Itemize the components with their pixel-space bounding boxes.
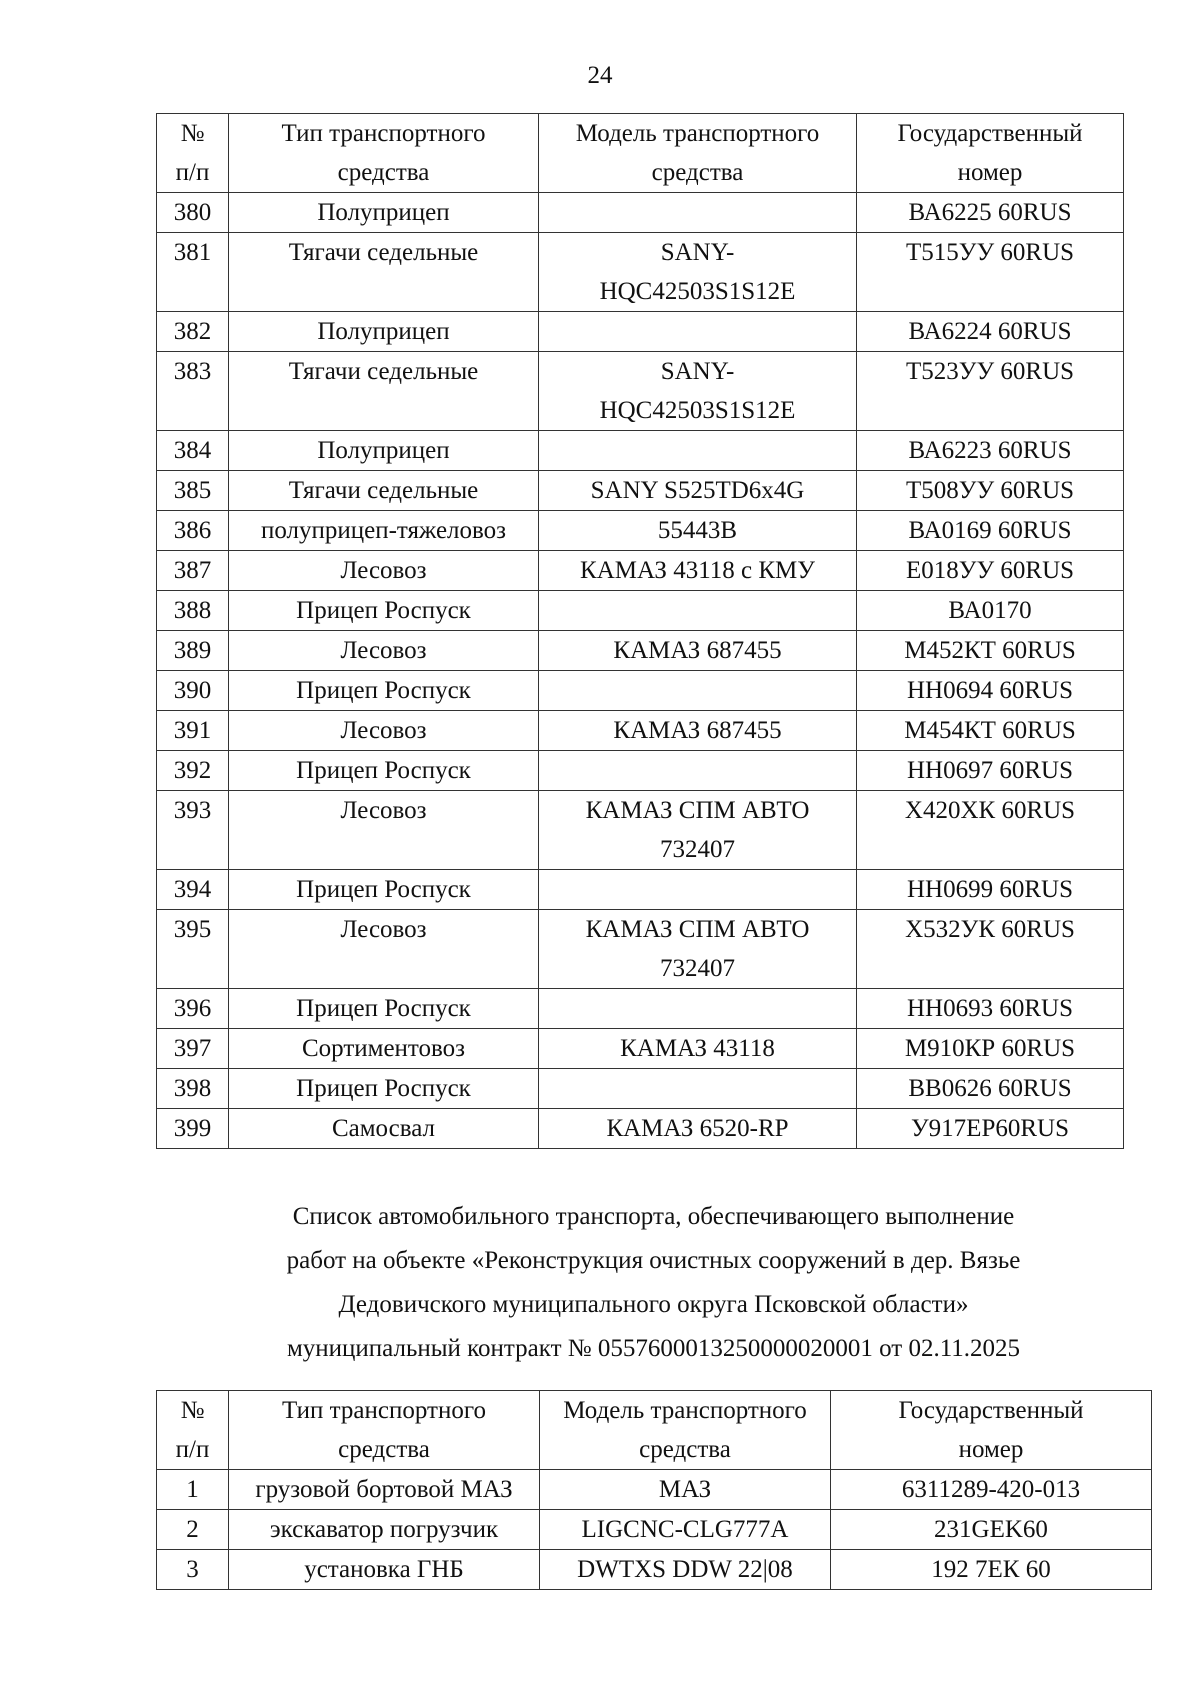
header-vehicle-type: [229, 1391, 540, 1470]
table-row: [157, 193, 1124, 233]
cell-vehicle-type: Лесовоз: [229, 791, 539, 870]
cell-number: 395: [157, 910, 229, 989]
cell-plate: М910КР 60RUS: [857, 1029, 1124, 1069]
cell-line: КАМАЗ 43118 с КМУ: [580, 557, 815, 584]
cell-vehicle-model: [539, 1109, 857, 1149]
cell-vehicle-type: Прицеп Роспуск: [229, 591, 539, 631]
cell-number: 1: [157, 1470, 229, 1510]
table-row: [157, 1510, 1152, 1550]
cell-plate: М454КТ 60RUS: [857, 711, 1124, 751]
table-row: [157, 511, 1124, 551]
cell-line: МАЗ: [658, 1476, 712, 1503]
cell-vehicle-model: [539, 631, 857, 671]
cell-plate: НН0697 60RUS: [857, 751, 1124, 791]
table-row: [157, 471, 1124, 511]
cell-vehicle-model: [539, 989, 857, 1029]
cell-vehicle-model: [539, 1029, 857, 1069]
header-vehicle-type: [229, 114, 539, 193]
cell-plate: Т515УУ 60RUS: [857, 233, 1124, 312]
cell-line: средства: [338, 1436, 430, 1463]
header-vehicle-model: [540, 1391, 831, 1470]
cell-line: п/п: [175, 1436, 210, 1463]
cell-plate: 6311289-420-013: [831, 1470, 1152, 1510]
cell-vehicle-type: Полуприцеп: [229, 312, 539, 352]
cell-plate: Х532УК 60RUS: [857, 910, 1124, 989]
table-body: [157, 193, 1124, 1149]
cell-vehicle-type: Лесовоз: [229, 711, 539, 751]
cell-vehicle-model: [539, 431, 857, 471]
cell-number: 392: [157, 751, 229, 791]
cell-line: номер: [957, 159, 1023, 186]
cell-vehicle-model: [539, 312, 857, 352]
cell-plate: Т523УУ 60RUS: [857, 352, 1124, 431]
table-row: [157, 751, 1124, 791]
table-row: [157, 1550, 1152, 1590]
cell-vehicle-type: Прицеп Роспуск: [229, 870, 539, 910]
cell-number: 397: [157, 1029, 229, 1069]
cell-line: номер: [958, 1436, 1024, 1463]
cell-vehicle-model: [539, 711, 857, 751]
cell-line: п/п: [175, 159, 210, 186]
table-row: [157, 870, 1124, 910]
cell-line: Модель транспортного: [563, 1397, 807, 1424]
cell-vehicle-model: [539, 193, 857, 233]
cell-vehicle-type: Сортиментовоз: [229, 1029, 539, 1069]
cell-line: SANY S525TD6x4G: [590, 477, 805, 504]
cell-vehicle-model: [539, 511, 857, 551]
cell-vehicle-type: Самосвал: [229, 1109, 539, 1149]
cell-number: 398: [157, 1069, 229, 1109]
table-header-row: [157, 114, 1124, 193]
cell-plate: ВА0169 60RUS: [857, 511, 1124, 551]
page-number: 24: [587, 62, 613, 89]
cell-line: LIGCNC-CLG777A: [581, 1516, 789, 1543]
cell-vehicle-model: [540, 1550, 831, 1590]
cell-vehicle-model: [539, 910, 857, 989]
cell-line: Государственный: [898, 1397, 1084, 1424]
cell-number: 385: [157, 471, 229, 511]
cell-vehicle-model: [539, 751, 857, 791]
cell-line: Тип транспортного: [282, 1397, 486, 1424]
cell-line: КАМАЗ 6520-RP: [606, 1115, 789, 1142]
cell-line: SANY-: [660, 239, 735, 266]
cell-number: 396: [157, 989, 229, 1029]
cell-number: 382: [157, 312, 229, 352]
cell-line: №: [180, 1397, 205, 1424]
cell-number: 390: [157, 671, 229, 711]
table-row: [157, 1109, 1124, 1149]
cell-plate: У917ЕР60RUS: [857, 1109, 1124, 1149]
vehicle-table-main: [156, 113, 1124, 1149]
cell-number: 399: [157, 1109, 229, 1149]
cell-vehicle-type: полуприцеп-тяжеловоз: [229, 511, 539, 551]
cell-number: 3: [157, 1550, 229, 1590]
table-row: [157, 1470, 1152, 1510]
cell-number: 386: [157, 511, 229, 551]
header-plate: [831, 1391, 1152, 1470]
cell-number: 380: [157, 193, 229, 233]
cell-plate: Т508УУ 60RUS: [857, 471, 1124, 511]
cell-vehicle-type: Тягачи седельные: [229, 233, 539, 312]
table-row: [157, 631, 1124, 671]
cell-line: №: [180, 120, 205, 147]
table-row: [157, 910, 1124, 989]
cell-line: DWTXS DDW 22|08: [577, 1556, 793, 1583]
cell-plate: ВА0170: [857, 591, 1124, 631]
cell-vehicle-type: грузовой бортовой МАЗ: [229, 1470, 540, 1510]
cell-vehicle-type: Лесовоз: [229, 910, 539, 989]
cell-plate: Е018УУ 60RUS: [857, 551, 1124, 591]
table-row: [157, 233, 1124, 312]
cell-line: Тип транспортного: [281, 120, 486, 147]
cell-number: 384: [157, 431, 229, 471]
caption-line: муниципальный контракт № 0557600013250000020001 от 02.11.2025: [286, 1335, 1021, 1362]
cell-vehicle-type: Полуприцеп: [229, 431, 539, 471]
cell-line: КАМАЗ СПМ АВТО: [585, 916, 810, 943]
cell-line: HQC42503S1S12E: [599, 278, 796, 305]
cell-vehicle-type: Прицеп Роспуск: [229, 751, 539, 791]
cell-plate: Х420ХК 60RUS: [857, 791, 1124, 870]
cell-plate: М452КТ 60RUS: [857, 631, 1124, 671]
cell-number: 391: [157, 711, 229, 751]
cell-vehicle-model: [539, 1069, 857, 1109]
cell-number: 393: [157, 791, 229, 870]
table-row: [157, 711, 1124, 751]
table-row: [157, 431, 1124, 471]
cell-vehicle-type: Лесовоз: [229, 551, 539, 591]
cell-vehicle-model: [540, 1470, 831, 1510]
cell-vehicle-type: Тягачи седельные: [229, 471, 539, 511]
header-vehicle-model: [539, 114, 857, 193]
section-caption: [156, 1195, 1151, 1371]
cell-vehicle-type: Лесовоз: [229, 631, 539, 671]
header-plate: [857, 114, 1124, 193]
cell-number: 387: [157, 551, 229, 591]
cell-number: 381: [157, 233, 229, 312]
cell-vehicle-model: [539, 870, 857, 910]
cell-line: средства: [639, 1436, 731, 1463]
cell-line: HQC42503S1S12E: [599, 397, 796, 424]
cell-line: КАМАЗ 43118: [620, 1035, 775, 1062]
cell-vehicle-model: [540, 1510, 831, 1550]
caption-line: Список автомобильного транспорта, обеспечивающего выполнение: [292, 1203, 1015, 1230]
caption-line: работ на объекте «Реконструкция очистных сооружений в дер. Вязье: [286, 1247, 1021, 1274]
cell-vehicle-type: Прицеп Роспуск: [229, 989, 539, 1029]
cell-line: 55443В: [657, 517, 738, 544]
cell-plate: ВА6224 60RUS: [857, 312, 1124, 352]
table-row: [157, 1069, 1124, 1109]
caption-line: Дедовичского муниципального округа Псковской области»: [338, 1291, 969, 1318]
cell-vehicle-type: Прицеп Роспуск: [229, 1069, 539, 1109]
cell-vehicle-model: [539, 471, 857, 511]
cell-plate: НН0693 60RUS: [857, 989, 1124, 1029]
cell-plate: ВА6225 60RUS: [857, 193, 1124, 233]
vehicle-table-contract: [156, 1390, 1152, 1590]
cell-number: 383: [157, 352, 229, 431]
cell-line: 732407: [660, 836, 735, 863]
cell-plate: ВА6223 60RUS: [857, 431, 1124, 471]
cell-vehicle-type: Прицеп Роспуск: [229, 671, 539, 711]
cell-vehicle-type: экскаватор погрузчик: [229, 1510, 540, 1550]
cell-plate: ВВ0626 60RUS: [857, 1069, 1124, 1109]
cell-vehicle-model: [539, 671, 857, 711]
cell-vehicle-model: [539, 591, 857, 631]
cell-number: 2: [157, 1510, 229, 1550]
cell-plate: НН0694 60RUS: [857, 671, 1124, 711]
cell-vehicle-model: [539, 791, 857, 870]
header-number: [157, 114, 229, 193]
cell-line: 732407: [660, 955, 735, 982]
cell-line: средства: [337, 159, 430, 186]
table-row: [157, 312, 1124, 352]
table-row: [157, 989, 1124, 1029]
cell-vehicle-type: установка ГНБ: [229, 1550, 540, 1590]
cell-number: 394: [157, 870, 229, 910]
cell-vehicle-type: Полуприцеп: [229, 193, 539, 233]
cell-vehicle-model: [539, 551, 857, 591]
cell-plate: НН0699 60RUS: [857, 870, 1124, 910]
cell-number: 388: [157, 591, 229, 631]
cell-line: Модель транспортного: [575, 120, 820, 147]
cell-vehicle-type: Тягачи седельные: [229, 352, 539, 431]
table-header-row: [157, 1391, 1152, 1470]
cell-line: средства: [651, 159, 744, 186]
cell-plate: 192 7ЕК 60: [831, 1550, 1152, 1590]
table-body: [157, 1470, 1152, 1590]
table-row: [157, 671, 1124, 711]
table-row: [157, 1029, 1124, 1069]
cell-line: КАМАЗ 687455: [613, 717, 782, 744]
cell-plate: 231GEK60: [831, 1510, 1152, 1550]
cell-number: 389: [157, 631, 229, 671]
cell-line: КАМАЗ 687455: [613, 637, 782, 664]
table-row: [157, 791, 1124, 870]
cell-line: КАМАЗ СПМ АВТО: [585, 797, 810, 824]
table-row: [157, 352, 1124, 431]
cell-line: SANY-: [660, 358, 735, 385]
table-row: [157, 591, 1124, 631]
cell-vehicle-model: [539, 352, 857, 431]
table-row: [157, 551, 1124, 591]
cell-vehicle-model: [539, 233, 857, 312]
header-number: [157, 1391, 229, 1470]
cell-line: Государственный: [897, 120, 1083, 147]
